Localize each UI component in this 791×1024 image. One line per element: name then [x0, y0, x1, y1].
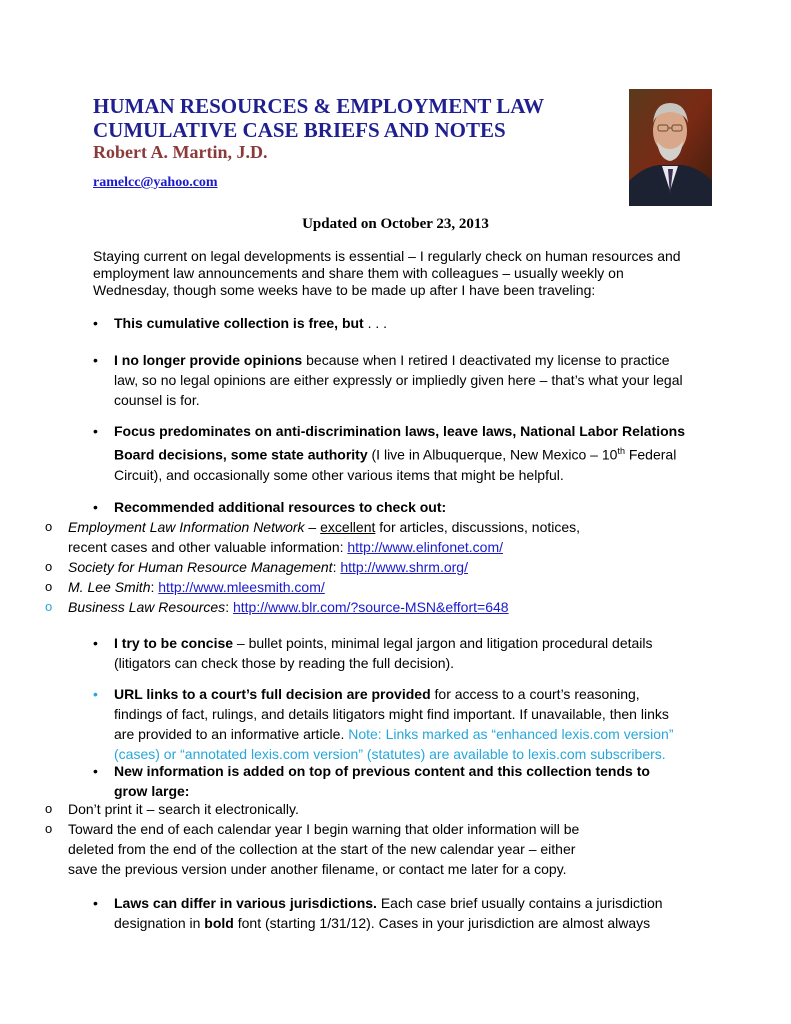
resource-sep: :: [225, 599, 233, 615]
resource-sep: :: [332, 559, 341, 575]
sub-item-text: Toward the end of each calendar year I begin warning that older information will be: [68, 821, 580, 837]
sub-item-text: deleted from the end of the collection at the start of the new calendar year – either: [68, 841, 576, 857]
sub-bullet: o: [45, 801, 53, 816]
bullet-text: because when I retired I deactivated my license to practice: [302, 352, 670, 368]
bullet-text: counsel is for.: [114, 392, 200, 408]
bullet-bold-text: I no longer provide opinions: [114, 352, 303, 368]
bullet-bold-text: bold: [204, 915, 234, 931]
resource-link[interactable]: http://www.blr.com/?source-MSN&effort=648: [232, 599, 509, 615]
document-title-line2: CUMULATIVE CASE BRIEFS AND NOTES: [93, 118, 506, 142]
sub-item-text: Don’t print it – search it electronically.: [68, 801, 299, 817]
sub-item-text: save the previous version under another filename, or contact me later for a copy.: [68, 861, 567, 877]
bullet-bold-text: Focus predominates on anti-discrimination laws, leave laws, National Labor Relations: [114, 423, 686, 439]
author-name: Robert A. Martin, J.D.: [93, 142, 268, 162]
author-email-link[interactable]: ramelcc@yahoo.com: [93, 175, 218, 190]
bullet-dot: •: [93, 895, 98, 911]
bullet-text: Each case brief usually contains a jurisdiction: [376, 895, 663, 911]
bullet-text: Circuit), and occasionally some other various items that might be helpful.: [114, 466, 564, 483]
bullet-text: designation in: [114, 915, 205, 931]
intro-line: Staying current on legal developments is essential – I regularly check on human resources and: [93, 248, 681, 264]
bullet-text: . . .: [363, 315, 388, 331]
intro-paragraph: [93, 248, 713, 299]
bullet-dot: •: [93, 686, 98, 702]
bullet-bold-text: I try to be concise: [114, 635, 234, 651]
lexis-note: (cases) or “annotated lexis.com version” (statutes) are available to lexis.com subscribers.: [114, 746, 666, 762]
bullet-bold-text: New information is added on top of previous content and this collection tends to: [114, 763, 650, 779]
resource-link[interactable]: http://www.mleesmith.com/: [158, 579, 325, 595]
sub-bullet: o: [45, 599, 53, 614]
superscript: th: [617, 446, 625, 456]
bullet-text: Federal: [624, 446, 677, 463]
bullet-dot: •: [93, 315, 98, 331]
bullet-text: (litigators can check those by reading the full decision).: [114, 655, 455, 671]
bullet-dot: •: [93, 499, 98, 515]
intro-line: Wednesday, though some weeks have to be made up after I have been traveling:: [93, 282, 596, 298]
resource-name: Business Law Resources: [68, 599, 226, 615]
bullet-bold-text: Laws can differ in various jurisdictions.: [114, 895, 377, 911]
sub-bullet: o: [45, 559, 53, 574]
bullet-text: – bullet points, minimal legal jargon and litigation procedural details: [233, 635, 653, 651]
document-title-line1: HUMAN RESOURCES & EMPLOYMENT LAW: [93, 94, 545, 118]
bullet-text: font (starting 1/31/12). Cases in your jurisdiction are almost always: [233, 915, 651, 931]
bullet-bold-text: Recommended additional resources to check out:: [114, 499, 447, 515]
intro-line: employment law announcements and share them with colleagues – usually weekly on: [93, 265, 624, 281]
resource-name: Society for Human Resource Management: [68, 559, 333, 575]
lexis-note: Note: Links marked as “enhanced lexis.com version”: [348, 726, 674, 742]
bullet-dot: •: [93, 423, 98, 439]
resource-name: M. Lee Smith: [68, 579, 151, 595]
bullet-text: law, so no legal opinions are either expressly or impliedly given here – that’s what your legal: [114, 372, 683, 388]
updated-date: Updated on October 23, 2013: [302, 216, 489, 232]
bullet-dot: •: [93, 763, 98, 779]
resource-text: for articles, discussions, notices,: [375, 519, 581, 535]
bullet-dot: •: [93, 635, 98, 651]
resource-sep: –: [304, 519, 321, 535]
bullet-dot: •: [93, 352, 98, 368]
bullet-text: (I live in Albuquerque, New Mexico – 10: [367, 446, 618, 463]
bullet-bold-text: Board decisions, some state authority: [114, 446, 368, 463]
sub-bullet: o: [45, 579, 53, 594]
bullet-text: for access to a court’s reasoning,: [430, 686, 640, 702]
resource-text: recent cases and other valuable information:: [68, 539, 348, 555]
bullet-text: are provided to an informative article.: [114, 726, 349, 742]
bullet-bold-text: This cumulative collection is free, but: [114, 315, 364, 331]
resource-sep: :: [150, 579, 159, 595]
bullet-text: findings of fact, rulings, and details litigators might find important. If unavailable, then links: [114, 706, 669, 722]
author-photo: [629, 89, 712, 206]
bullet-bold-text: grow large:: [114, 783, 190, 799]
sub-bullet: o: [45, 519, 53, 534]
resource-emphasis: excellent: [320, 519, 376, 535]
resource-name: Employment Law Information Network: [68, 519, 305, 535]
sub-bullet: o: [45, 821, 53, 836]
resource-link[interactable]: http://www.elinfonet.com/: [347, 539, 504, 555]
resource-link[interactable]: http://www.shrm.org/: [340, 559, 468, 575]
bullet-bold-text: URL links to a court’s full decision are provided: [114, 686, 431, 702]
